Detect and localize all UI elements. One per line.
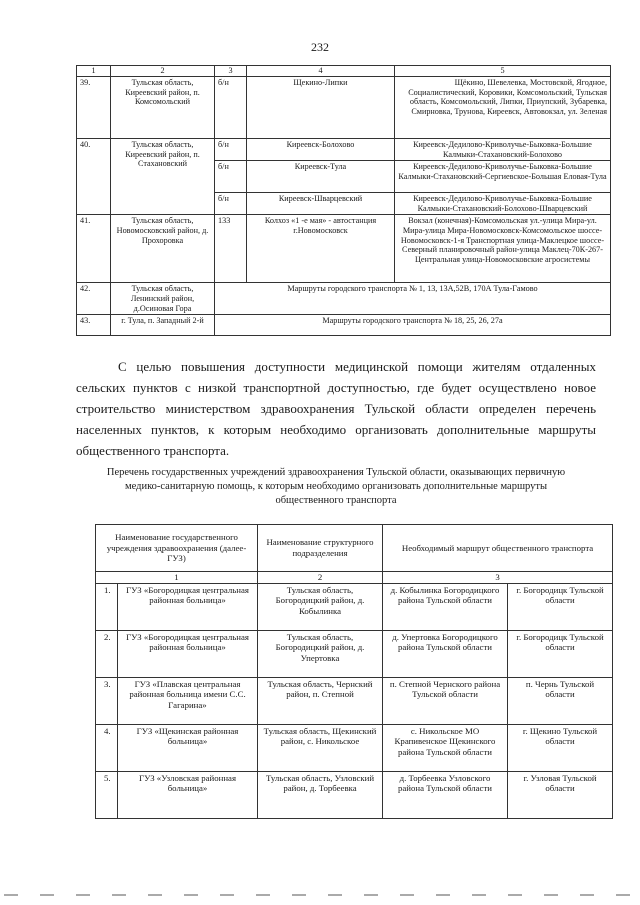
row-number: 1. [96,583,118,630]
header-unit: Наименование структурного подразделения [258,525,383,572]
row-number: 41. [77,215,111,283]
routes-header-cell: 2 [111,66,215,77]
route-name-cell: Киреевск-Тула [247,161,395,193]
institution-cell: ГУЗ «Плавская центральная районная больница имени С.С. Гагарина» [118,677,258,724]
table-row [77,215,611,283]
route-from-cell: с. Никольское МО Крапивенское Щекинского района Тульской области [383,724,508,771]
routes-header-cell: 3 [215,66,247,77]
healthcare-institutions-table [95,524,613,819]
row-number: 3. [96,677,118,724]
route-path-cell: Киреевск-Дедилово-Криволучье-Быковка-Большие Калмыки-Стахановский-Болохово-Шварцевский [395,193,611,215]
institution-cell: ГУЗ «Щекинская районная больница» [118,724,258,771]
row-number: 43. [77,315,111,336]
gz-column-numbers-row [96,572,613,584]
column-number: 2 [258,572,383,584]
route-from-cell: д. Кобылинка Богородицкого района Тульской области [383,583,508,630]
table-row [77,283,611,315]
route-number-cell: б/н [215,139,247,161]
merged-routes-cell: Маршруты городского транспорта № 18, 25, 26, 27а [215,315,611,336]
unit-cell: Тульская область, Узловский район, д. Торбеевка [258,771,383,818]
gz-header-row [96,525,613,572]
route-name-cell: Колхоз «1 -е мая» - автостанция г.Новомосковск [247,215,395,283]
row-number: 39. [77,77,111,139]
row-number: 42. [77,283,111,315]
list-title: Перечень государственных учреждений здравоохранения Тульской области, оказывающих первичную медико-санитарную помощь, к которым необходимо организовать дополнительные маршруты общественного транспорта [106,467,566,506]
route-to-cell: г. Узловая Тульской области [508,771,613,818]
routes-header-cell: 5 [395,66,611,77]
table-row [96,677,613,724]
location-cell: Тульская область, Киреевский район, п. Комсомольский [111,77,215,139]
location-cell: Тульская область, Ленинский район, д.Осиновая Гора [111,283,215,315]
route-name-cell: Киреевск-Шварцевский [247,193,395,215]
unit-cell: Тульская область, Щекинский район, с. Никольское [258,724,383,771]
route-path-cell: Киреевск-Дедилово-Криволучье-Быковка-Большие Калмыки-Стахановский-Болохово [395,139,611,161]
route-from-cell: п. Степной Чернского района Тульской области [383,677,508,724]
header-institution: Наименование государственного учреждения здравоохранения (далее-ГУЗ) [96,525,258,572]
route-number-cell: б/н [215,77,247,139]
unit-cell: Тульская область, Богородицкий район, д. Упертовка [258,630,383,677]
route-from-cell: д. Торбеевка Узловского района Тульской области [383,771,508,818]
table-row [96,724,613,771]
location-cell: Тульская область, Киреевский район, п. Стахановский [111,139,215,215]
page-number: 232 [311,40,329,54]
row-number: 40. [77,139,111,215]
route-name-cell: Щекино-Липки [247,77,395,139]
institution-cell: ГУЗ «Богородицкая центральная районная больница» [118,583,258,630]
table-row [77,315,611,336]
route-to-cell: г. Щекино Тульской области [508,724,613,771]
scan-footer-artifact [0,892,640,898]
table-row [96,583,613,630]
table-row [96,771,613,818]
location-cell: г. Тула, п. Западный 2-й [111,315,215,336]
header-route: Необходимый маршрут общественного транспорта [383,525,613,572]
location-cell: Тульская область, Новомосковский район, д. Прохоровка [111,215,215,283]
body-paragraph: С целью повышения доступности медицинской помощи жителям отдаленных сельских пунктов с низкой транспортной доступностью, где будет осуществлено новое строительство министерством здравоохранения Тульской области определен перечень населенных пунктов, к которым необходимо организовать дополнительные маршруты общественного транспорта. [76,359,596,458]
row-number: 5. [96,771,118,818]
route-to-cell: г. Богородицк Тульской области [508,583,613,630]
route-to-cell: г. Богородицк Тульской области [508,630,613,677]
table-row [77,139,611,161]
row-number: 4. [96,724,118,771]
unit-cell: Тульская область, Богородицкий район, д. Кобылинка [258,583,383,630]
route-path-cell: Щёкино, Шевелевка, Мостовской, Ягодное, Социалистический, Коровики, Комсомольский, Тульская область, Комсомольский, Липки, Приупский, Зубаревка, Смирновка, Трунова, Киреевск, Автовокзал, ул. Зеленая [395,77,611,139]
route-number-cell: 133 [215,215,247,283]
table-row [96,630,613,677]
merged-routes-cell: Маршруты городского транспорта № 1, 13, 13А,52В, 170А Тула-Гамово [215,283,611,315]
institution-cell: ГУЗ «Узловская районная больница» [118,771,258,818]
route-number-cell: б/н [215,161,247,193]
routes-header-cell: 4 [247,66,395,77]
route-to-cell: п. Чернь Тульской области [508,677,613,724]
route-path-cell: Вокзал (конечная)-Комсомольская ул.-улица Мира-ул. Мира-улица Мира-Новомосковск-Комсомольское шоссе-Новомосковск-1-я Транспортная улица-Маклецкое шоссе-Северный планировочный район-улица Маклец-70К-267-Центральная улица-Новомосковские агросистемы [395,215,611,283]
route-number-cell: б/н [215,193,247,215]
table-row [77,77,611,139]
row-number: 2. [96,630,118,677]
route-from-cell: д. Упертовка Богородицкого района Тульской области [383,630,508,677]
routes-header-cell: 1 [77,66,111,77]
column-number: 3 [383,572,613,584]
route-path-cell: Киреевск-Дедилово-Криволучье-Быковка-Большие Калмыки-Стахановский-Сергиевское-Большая Еловая-Тула [395,161,611,193]
column-number: 1 [96,572,258,584]
unit-cell: Тульская область, Чернский район, п. Степной [258,677,383,724]
routes-table [76,65,611,336]
institution-cell: ГУЗ «Богородицкая центральная районная больница» [118,630,258,677]
route-name-cell: Киреевск-Болохово [247,139,395,161]
routes-header-row [77,66,611,77]
